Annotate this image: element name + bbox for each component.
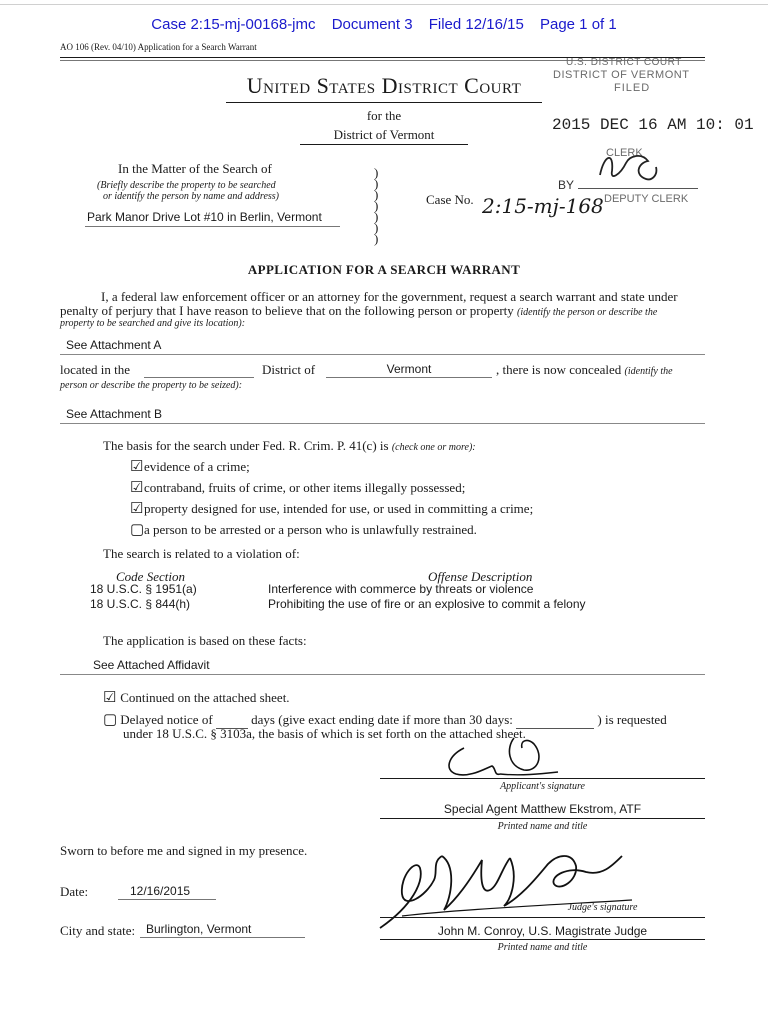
clerk-initials xyxy=(590,145,670,190)
district-rule xyxy=(300,144,468,145)
basis-checkbox[interactable]: ☑ xyxy=(130,501,144,517)
delayed-label-a: Delayed notice of xyxy=(120,712,213,727)
continued-row[interactable] xyxy=(103,688,290,707)
delayed-label-c: ) is requested xyxy=(597,712,667,727)
district-of-label: District of xyxy=(262,362,316,377)
matter-property: Park Manor Drive Lot #10 in Berlin, Vermont xyxy=(87,210,322,224)
stamp-court: U.S. DISTRICT COURT xyxy=(566,57,682,68)
applicant-signature-line xyxy=(380,778,705,779)
continued-checkbox[interactable]: ☑ xyxy=(103,690,117,706)
basis-item[interactable] xyxy=(130,457,250,476)
basis-label-text: The basis for the search under Fed. R. Crim. P. 41(c) is xyxy=(103,438,389,453)
stamp-clerk: CLERK xyxy=(606,147,643,159)
matter-title: In the Matter of the Search of xyxy=(118,161,272,176)
offense-description-header: Offense Description xyxy=(428,569,533,584)
filing-header xyxy=(0,16,768,33)
basis-item-label: evidence of a crime; xyxy=(144,459,250,474)
matter-hint-1: (Briefly describe the property to be searched xyxy=(97,180,276,191)
stamp-district: DISTRICT OF VERMONT xyxy=(553,69,690,81)
district-name: District of Vermont xyxy=(333,127,435,142)
delayed-label-b: days (give exact ending date if more than 30 days: xyxy=(251,712,513,727)
code-section-header: Code Section xyxy=(116,569,185,584)
offense-description-cell: Prohibiting the use of fire or an explosive to commit a felony xyxy=(268,597,586,611)
concealed-hint: (identify the xyxy=(624,366,673,377)
judge-name: John M. Conroy, U.S. Magistrate Judge xyxy=(437,924,648,938)
judge-name-label: Printed name and title xyxy=(497,942,588,953)
document-number: Document 3 xyxy=(331,16,413,33)
for-the: for the xyxy=(366,108,402,123)
intro-line-3-hint: property to be searched and give its location): xyxy=(60,318,246,329)
form-id: AO 106 (Rev. 04/10) Application for a Search Warrant xyxy=(60,42,257,52)
attachment-b: See Attachment B xyxy=(66,407,163,421)
basis-item[interactable] xyxy=(130,478,465,497)
located-label: located in the xyxy=(60,362,131,377)
attachment-b-line xyxy=(60,423,705,424)
city-label: City and state: xyxy=(60,923,136,938)
city-value: Burlington, Vermont xyxy=(146,922,252,936)
stamp-deputy: DEPUTY CLERK xyxy=(604,193,689,205)
matter-hint-2: or identify the person by name and address) xyxy=(103,191,279,202)
facts-value: See Attached Affidavit xyxy=(93,658,210,672)
sworn-statement: Sworn to before me and signed in my presence. xyxy=(60,843,308,858)
basis-item[interactable] xyxy=(130,499,533,518)
judge-signature xyxy=(372,836,642,936)
judge-signature-label: Judge's signature xyxy=(567,902,638,913)
basis-item-label: a person to be arrested or a person who is unlawfully restrained. xyxy=(144,522,477,537)
applicant-name-line xyxy=(380,818,705,819)
page-indicator: Page 1 of 1 xyxy=(539,16,617,33)
violation-label: The search is related to a violation of: xyxy=(103,546,300,561)
section-title: APPLICATION FOR A SEARCH WARRANT xyxy=(247,262,521,277)
court-title-rule xyxy=(226,102,542,103)
applicant-signature xyxy=(430,726,560,786)
continued-label: Continued on the attached sheet. xyxy=(120,690,290,705)
offense-description-cell: Interference with commerce by threats or violence xyxy=(268,582,534,596)
code-section-cell: 18 U.S.C. § 1951(a) xyxy=(90,582,197,596)
date-value: 12/16/2015 xyxy=(130,884,191,898)
filed-date: Filed 12/16/15 xyxy=(428,16,524,33)
intro-line-1: I, a federal law enforcement officer or an attorney for the government, request a search warrant and state under xyxy=(101,289,678,304)
intro-line-2 xyxy=(60,303,657,319)
case-no-value: 2:15-mj-168 xyxy=(482,194,604,218)
city-line xyxy=(140,937,305,938)
case-number-header: Case 2:15-mj-00168-jmc xyxy=(151,16,316,33)
stamp-date: 2015 DEC 16 AM 10: 01 xyxy=(552,116,754,134)
concealed-text xyxy=(496,362,673,378)
basis-item-label: contraband, fruits of crime, or other items illegally possessed; xyxy=(144,480,466,495)
district-of-value: Vermont xyxy=(386,362,432,376)
facts-line xyxy=(60,674,705,675)
delayed-checkbox[interactable]: ▢ xyxy=(103,712,118,728)
matter-property-line xyxy=(85,226,340,227)
matter-brace: ) ) ) ) ) ) ) xyxy=(374,165,379,246)
case-no-label: Case No. xyxy=(426,192,474,207)
delayed-line-2: under 18 U.S.C. § 3103a, the basis of which is set forth on the attached sheet. xyxy=(123,726,526,741)
concealed-label: , there is now concealed xyxy=(496,362,622,377)
basis-item-label: property designed for use, intended for use, or used in committing a crime; xyxy=(144,501,534,516)
basis-checkbox[interactable]: ☑ xyxy=(130,459,144,475)
basis-checkbox[interactable]: ☑ xyxy=(130,480,144,496)
date-label: Date: xyxy=(60,884,89,899)
judge-signature-line xyxy=(380,917,705,918)
basis-label xyxy=(103,438,476,454)
facts-label: The application is based on these facts: xyxy=(103,633,307,648)
district-of-line xyxy=(326,377,492,378)
basis-checkbox[interactable]: ▢ xyxy=(130,522,145,538)
applicant-name: Special Agent Matthew Ekstrom, ATF xyxy=(443,802,642,816)
attachment-a: See Attachment A xyxy=(66,338,162,352)
basis-item[interactable] xyxy=(130,520,477,539)
court-title: United States District Court xyxy=(246,73,522,98)
intro-line-2-text: penalty of perjury that I have reason to believe that on the following person or property xyxy=(60,303,514,318)
intro-line-2-hint: (identify the person or describe the xyxy=(517,307,658,318)
located-blank xyxy=(144,377,254,378)
code-section-cell: 18 U.S.C. § 844(h) xyxy=(90,597,191,611)
attachment-a-line xyxy=(60,354,705,355)
stamp-filed: FILED xyxy=(614,82,651,94)
located-hint-2: person or describe the property to be seized): xyxy=(60,380,243,391)
judge-name-line xyxy=(380,939,705,940)
date-line xyxy=(118,899,216,900)
applicant-signature-label: Applicant's signature xyxy=(500,781,585,792)
stamp-by: BY xyxy=(558,178,575,192)
applicant-name-label: Printed name and title xyxy=(497,821,588,832)
top-rule xyxy=(0,4,768,5)
basis-hint: (check one or more): xyxy=(391,442,476,453)
